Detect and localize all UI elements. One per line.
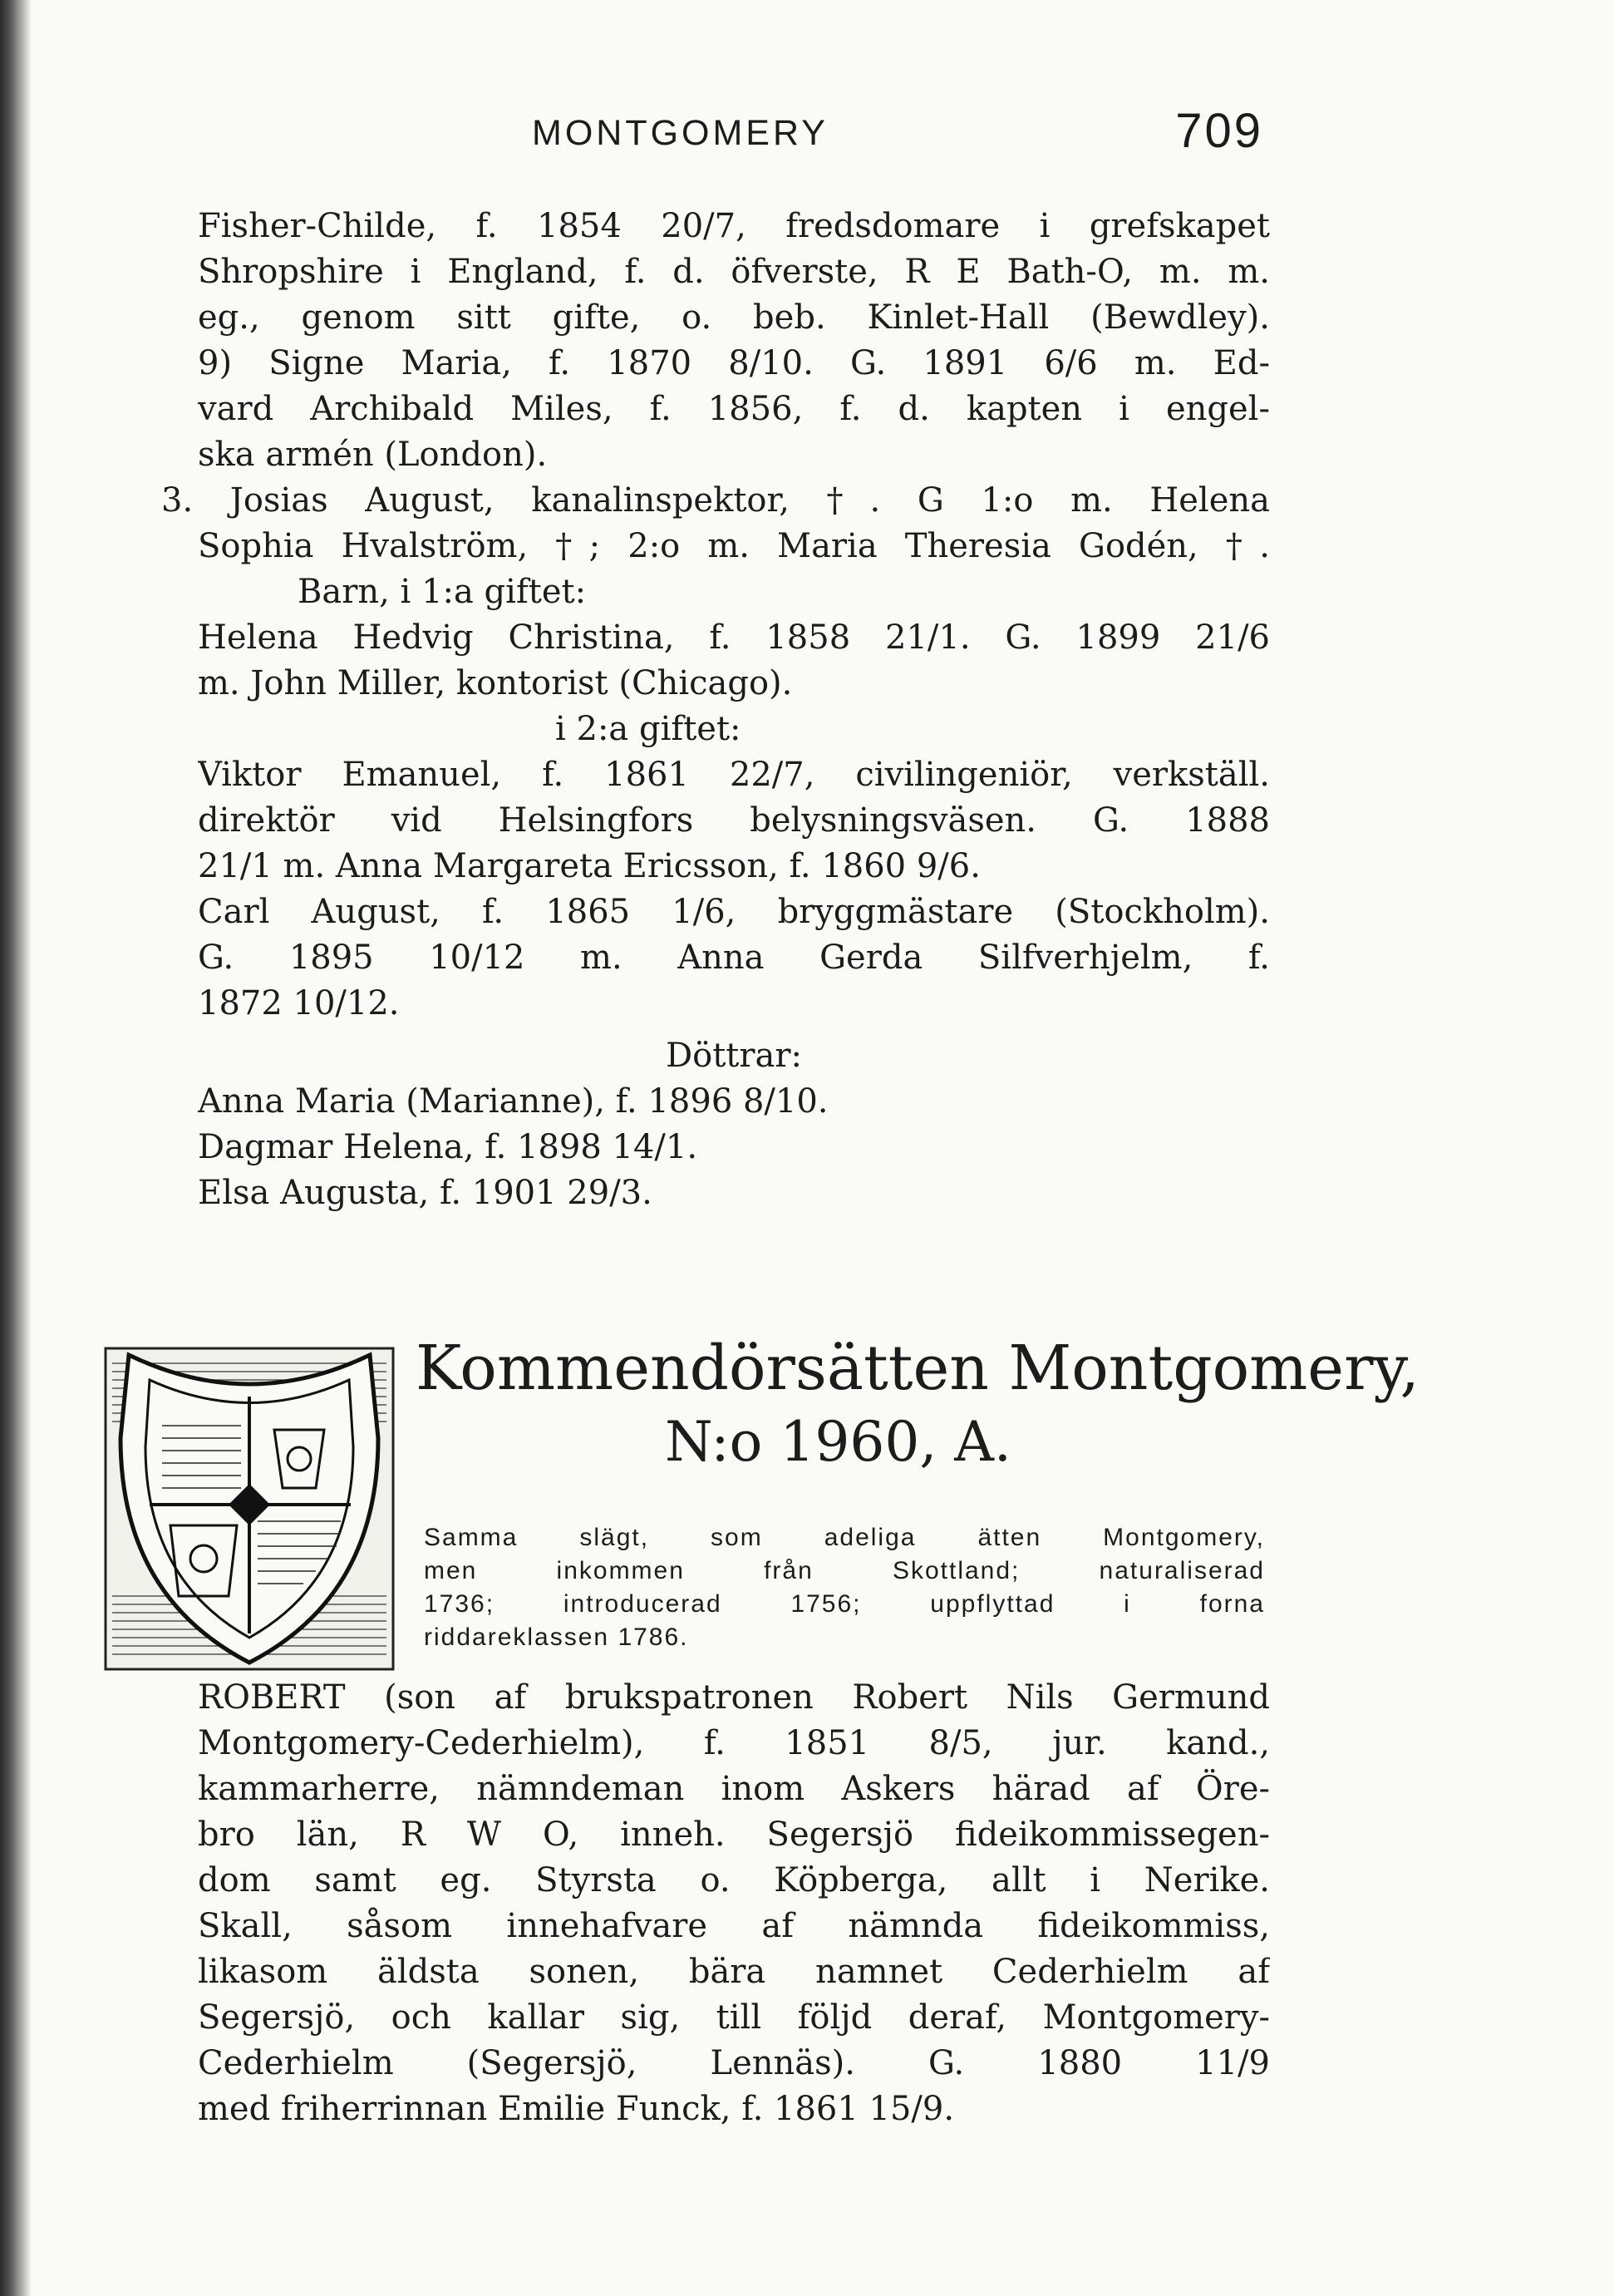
- text-line: med friherrinnan Emilie Funck, f. 1861 15/9.: [198, 2090, 955, 2128]
- coat-of-arms: [104, 1347, 395, 1671]
- text-line: G. 1895 10/12 m. Anna Gerda Silfverhjelm, f.: [198, 939, 1270, 977]
- text-line: direktör vid Helsingfors belysningsväsen. G. 1888: [198, 801, 1270, 840]
- summary-line: riddareklassen 1786.: [424, 1623, 689, 1651]
- text-line: Carl August, f. 1865 1/6, bryggmästare (Stockholm).: [198, 893, 1270, 931]
- text-line: kammarherre, nämndeman inom Askers härad af Öre-: [198, 1770, 1270, 1808]
- text-line: dom samt eg. Styrsta o. Köpberga, allt i Nerike.: [198, 1861, 1270, 1899]
- text-line: Dagmar Helena, f. 1898 14/1.: [198, 1128, 698, 1166]
- text-line: Sophia Hvalström, †; 2:o m. Maria Theresia Godén, †.: [198, 527, 1270, 565]
- text-line: Viktor Emanuel, f. 1861 22/7, civilingeniör, verkställ.: [198, 756, 1270, 794]
- genealogy-entries: [161, 204, 1270, 1216]
- text-line: m. John Miller, kontorist (Chicago).: [198, 664, 793, 702]
- text-line: likasom äldsta sonen, bära namnet Cederhielm af: [198, 1953, 1270, 1991]
- text-line: Anna Maria (Marianne), f. 1896 8/10.: [198, 1082, 829, 1121]
- robert-entry: [198, 1675, 1270, 2132]
- section-title: Kommendörsätten Montgomery,: [416, 1333, 1420, 1404]
- page-number: 709: [1175, 104, 1263, 158]
- text-line: 3. Josias August, kanalinspektor, †. G 1:o m. Helena: [161, 481, 1270, 520]
- text-line: Skall, såsom innehafvare af nämnda fideikommiss,: [198, 1907, 1270, 1945]
- text-line: eg., genom sitt gifte, o. beb. Kinlet-Hall (Bewdley).: [198, 298, 1270, 337]
- text-line: Montgomery-Cederhielm), f. 1851 8/5, jur. kand.,: [198, 1724, 1270, 1762]
- text-line: Segersjö, och kallar sig, till följd deraf, Montgomery-: [198, 1998, 1270, 2037]
- text-line: Shropshire i England, f. d. öfverste, R E Bath-O, m. m.: [198, 253, 1270, 291]
- text-line: Barn, i 1:a giftet:: [298, 573, 587, 611]
- text-line: Cederhielm (Segersjö, Lennäs). G. 1880 11/9: [198, 2044, 1270, 2082]
- coat-of-arms-icon: [104, 1347, 395, 1671]
- summary-line: men inkommen från Skottland; naturaliserad: [424, 1557, 1265, 1584]
- text-line: ska armén (London).: [198, 436, 548, 474]
- text-line: ROBERT (son af brukspatronen Robert Nils Germund: [198, 1678, 1270, 1717]
- text-line: i 2:a giftet:: [555, 710, 741, 748]
- text-line: Helena Hedvig Christina, f. 1858 21/1. G. 1899 21/6: [198, 618, 1270, 657]
- text-line: 1872 10/12.: [198, 984, 400, 1022]
- text-line: Döttrar:: [666, 1037, 802, 1075]
- text-line: vard Archibald Miles, f. 1856, f. d. kapten i engel-: [198, 390, 1270, 428]
- section-heading: [416, 1330, 1420, 1478]
- page-header: [199, 98, 1263, 165]
- running-head: MONTGOMERY: [532, 113, 829, 153]
- text-line: bro län, R W O, inneh. Segersjö fideikommissegen-: [198, 1816, 1270, 1854]
- text-line: 21/1 m. Anna Margareta Ericsson, f. 1860 9/6.: [198, 847, 981, 885]
- section-summary: [424, 1521, 1265, 1654]
- text-line: Fisher-Childe, f. 1854 20/7, fredsdomare i grefskapet: [198, 207, 1270, 245]
- summary-line: 1736; introducerad 1756; uppflyttad i forna: [424, 1590, 1265, 1618]
- book-binding-shadow: [0, 0, 32, 2296]
- section-number: N:o 1960, A.: [665, 1410, 1011, 1474]
- summary-line: Samma slägt, som adeliga ätten Montgomery,: [424, 1524, 1265, 1551]
- text-line: Elsa Augusta, f. 1901 29/3.: [198, 1174, 652, 1212]
- text-line: 9) Signe Maria, f. 1870 8/10. G. 1891 6/6 m. Ed-: [198, 344, 1270, 382]
